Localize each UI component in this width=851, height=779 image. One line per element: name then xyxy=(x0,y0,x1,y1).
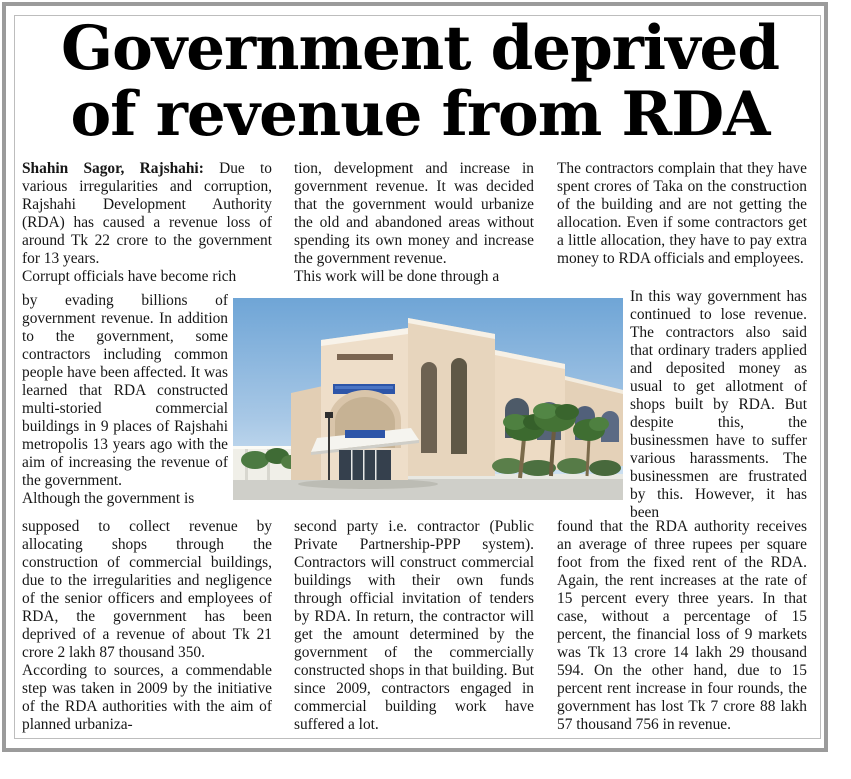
rda-building-illustration xyxy=(233,298,623,500)
paragraph: second party i.e. contractor (Public Private Partnership-PPP system). Contractors will construct commercial buildings with their own funds through official invitation of tenders by RDA. In return, the contractor will get the amount determined by the government of the commercially constructed shops in that building. But since 2009, contractors engaged in commercial building work have suffered a lot. xyxy=(294,518,534,733)
column-1-bottom xyxy=(22,518,272,734)
paragraph: This work will be done through a xyxy=(294,268,500,285)
paragraph: According to sources, a commendable step was taken in 2009 by the initiative of the RDA authorities with the aim of planned urbaniza- xyxy=(22,662,272,733)
paragraph: Corrupt officials have become rich xyxy=(22,268,237,285)
column-2-top xyxy=(294,160,534,286)
lead-text: Due to various irregularities and corruption, Rajshahi Development Authority (RDA) has caused a revenue loss of around Tk 22 crore to the government for 13 years. xyxy=(22,160,272,267)
lead-paragraph xyxy=(22,160,272,268)
column-2-bottom xyxy=(294,518,534,734)
column-2 xyxy=(294,160,534,733)
column-1 xyxy=(22,160,272,733)
paragraph: found that the RDA authority receives an average of three rupees per square foot from the fixed rent of the RDA. Again, the rent increases at the rate of 15 percent every three years. In that case, without a percentage of 15 percent, the financial loss of 9 markets was Tk 13 crore 14 lakh 29 thousand 594. On the other hand, due to 15 percent rent increase in four rounds, the government has lost Tk 7 crore 88 lakh 57 thousand 756 in revenue. xyxy=(557,518,807,733)
paragraph: by evading billions of government revenue. In addition to the government, some contractors including common people have been affected. It was learned that RDA constructed multi-storied commercial buildings in 9 places of Rajshahi metropolis 13 years ago with the aim of increasing the revenue of the government. xyxy=(22,292,228,489)
column-3-bottom xyxy=(557,518,807,734)
paragraph: Although the government is xyxy=(22,490,195,507)
paragraph: tion, development and increase in government revenue. It was decided that the government would urbanize the old and abandoned areas without spending its own money and increase the government revenue. xyxy=(294,160,534,267)
paragraph: The contractors complain that they have spent crores of Taka on the construction of the building and are not getting the allocation. Even if some contractors get a little allocation, they have to pay extra money to RDA officials and employees. xyxy=(557,160,807,267)
paragraph: In this way government has continued to lose revenue. The contractors also said that ordinary traders applied and deposited money as usual to get allotment of shops built by RDA. But despite this, the businessmen have to suffer various harassments. The businessmen are frustrated by this. However, it has been xyxy=(630,288,807,521)
headline-line-1: Government deprived xyxy=(61,13,779,84)
column-3-top xyxy=(557,160,807,268)
column-1-wrap-segment xyxy=(22,292,228,508)
column-3 xyxy=(557,160,807,733)
column-1-top xyxy=(22,160,272,286)
byline: Shahin Sagor, Rajshahi: xyxy=(22,160,204,177)
column-3-wrap-segment xyxy=(630,288,807,522)
headline-line-2: of revenue from RDA xyxy=(70,79,770,150)
paragraph: supposed to collect revenue by allocating shops through the construction of commercial buildings, due to the irregularities and negligence of the senior officers and employees of RDA, the government has been deprived of a revenue of about Tk 21 crore 2 lakh 87 thousand 350. xyxy=(22,518,272,661)
article-photo xyxy=(233,298,623,500)
headline xyxy=(20,13,820,150)
